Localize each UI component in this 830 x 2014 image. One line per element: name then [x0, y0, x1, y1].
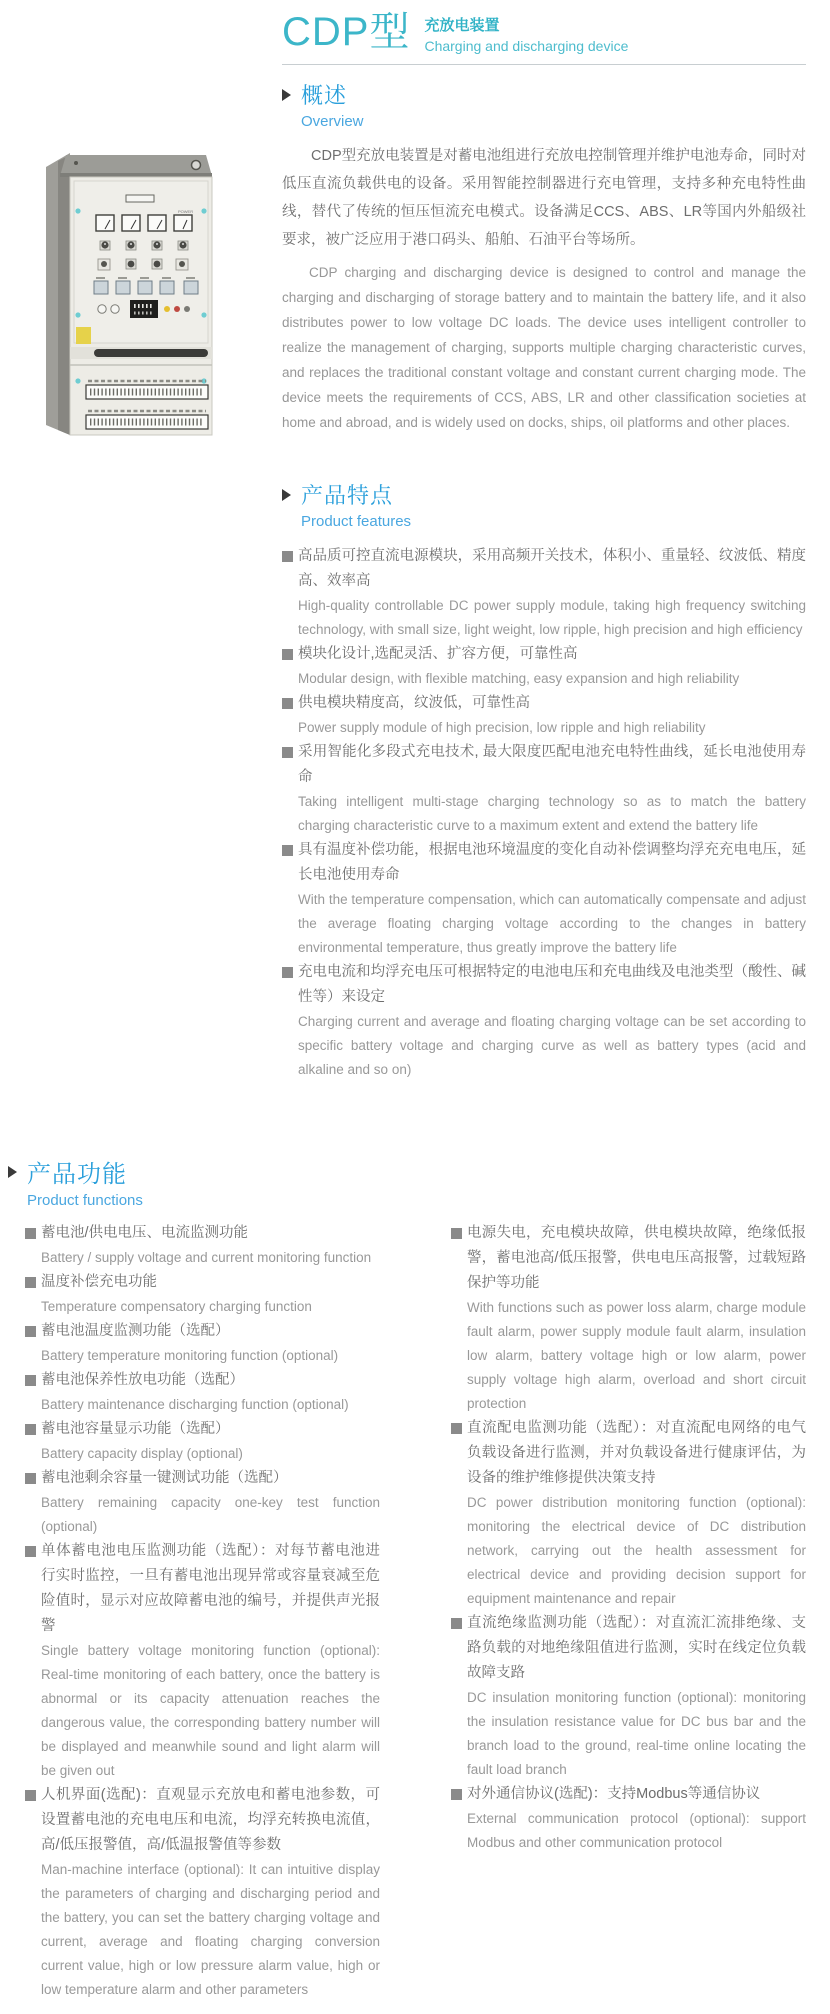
function-text-en: Battery temperature monitoring function (optional) — [41, 1348, 339, 1363]
functions-title-en: Product functions — [27, 1192, 143, 1209]
function-text-en: Single battery voltage monitoring function (optional): Real-time monitoring of each battery, once the battery is abnormal or its capacity attenuation reaches the dangerous value, the corresponding battery number will be displayed and meanwhile sound and light alarm will be given out — [41, 1643, 380, 1778]
feature-item — [282, 838, 806, 960]
square-bullet-icon — [25, 1473, 36, 1484]
square-bullet-icon — [25, 1326, 36, 1337]
power-label: POWER — [178, 209, 194, 214]
brand-header — [282, 10, 806, 54]
features-section — [282, 479, 806, 1082]
feature-text-zh: 高品质可控直流电源模块，采用高频开关技术，体积小、重量轻、纹波低、精度高、效率高 — [298, 548, 806, 589]
square-bullet-icon — [25, 1277, 36, 1288]
header-divider — [282, 64, 806, 65]
triangle-bullet-icon — [282, 89, 291, 101]
feature-text-en: High-quality controllable DC power supply module, taking high frequency switching technology, with small size, light weight, low ripple, high precision and high efficiency — [298, 598, 806, 637]
features-title-en: Product features — [301, 513, 412, 530]
cap-hole-left — [74, 161, 78, 165]
feature-text-zh: 充电电流和均浮充电压可根据特定的电池电压和充电曲线及电池类型（酸性、碱性等）来设定 — [298, 964, 806, 1005]
function-item — [25, 1270, 380, 1319]
charging-cabinet-illustration — [26, 103, 216, 441]
feature-text-en: Taking intelligent multi-stage charging technology so as to match the battery charging characteristic curve to a maximum extent and extend the battery life — [298, 794, 806, 833]
function-text-en: Battery / supply voltage and current monitoring function — [41, 1250, 372, 1265]
functions-left-list — [25, 1221, 380, 2002]
feature-text-zh: 具有温度补偿功能，根据电池环境温度的变化自动补偿调整均浮充充电电压，延长电池使用寿命 — [298, 842, 806, 883]
dip-switch-module — [130, 300, 158, 318]
product-photo — [26, 103, 216, 441]
overview-paragraph-en: CDP charging and discharging device is designed to control and manage the charging and discharging of storage battery and to maintain the battery life, and it also distributes power to low voltage DC loads. The device uses intelligent controller to realize the management of charging, supports multiple charging characteristic curves, and replaces the traditional constant voltage and constant current charging mode. The device meets the requirements of CCS, ABS, LR and other classification societies at home and abroad, and is widely used on docks, ships, oil platforms and other places. — [282, 265, 806, 430]
square-bullet-icon — [25, 1424, 36, 1435]
feature-item — [282, 740, 806, 838]
triangle-bullet-icon — [8, 1166, 17, 1178]
function-text-zh: 蓄电池保养性放电功能（选配） — [41, 1372, 244, 1388]
door-handle — [94, 349, 208, 357]
square-bullet-icon — [282, 649, 293, 660]
function-item — [25, 1417, 380, 1466]
triangle-bullet-icon — [282, 489, 291, 501]
main-column — [282, 0, 806, 1082]
functions-section — [8, 1154, 806, 2002]
function-text-en: DC insulation monitoring function (optional): monitoring the insulation resistance value for DC bus bar and the branch load to the ground, real-time online locating the fault load branch — [467, 1690, 806, 1777]
feature-text-en: Charging current and average and floating charging voltage can be set according to specific battery voltage and charging curve as well as battery types (acid and alkaline and so on) — [298, 1014, 806, 1077]
feature-text-zh: 采用智能化多段式充电技术, 最大限度匹配电池充电特性曲线，延长电池使用寿命 — [298, 744, 806, 785]
square-bullet-icon — [282, 747, 293, 758]
cap-hole-right — [192, 161, 201, 170]
square-bullet-icon — [25, 1375, 36, 1386]
function-text-en: With functions such as power loss alarm, charge module fault alarm, power supply module fault alarm, insulation low alarm, battery voltage high or low alarm, power supply voltage high alarm, overload and short circuit protection — [467, 1300, 806, 1411]
function-text-zh: 蓄电池/供电电压、电流监测功能 — [41, 1225, 249, 1241]
functions-right-list — [451, 1221, 806, 1855]
function-text-en: Battery capacity display (optional) — [41, 1446, 243, 1461]
feature-text-en: Modular design, with flexible matching, easy expansion and high reliability — [298, 671, 740, 686]
function-text-zh: 温度补偿充电功能 — [41, 1274, 157, 1290]
overview-paragraph-zh: CDP型充放电装置是对蓄电池组进行充放电控制管理并维护电池寿命，同时对低压直流负载供电的设备。采用智能控制器进行充电管理，支持多种充电特性曲线，替代了传统的恒压恒流充电模式。设备满足CCS、ABS、LR等国内外船级社要求，被广泛应用于港口码头、船舶、石油平台等场所。 — [282, 148, 806, 248]
subtitle-en: Charging and discharging device — [424, 38, 629, 54]
function-item — [25, 1368, 380, 1417]
feature-item — [282, 642, 806, 691]
function-item — [25, 1466, 380, 1539]
square-bullet-icon — [282, 845, 293, 856]
function-text-zh: 单体蓄电池电压监测功能（选配）：对每节蓄电池进行实时监控，一旦有蓄电池出现异常或容量衰减至危险值时，显示对应故障蓄电池的编号，并提供声光报警 — [41, 1543, 380, 1634]
overview-heading — [282, 79, 806, 110]
function-item — [451, 1416, 806, 1611]
overview-section — [282, 79, 806, 435]
feature-text-en: Power supply module of high precision, low ripple and high reliability — [298, 720, 706, 735]
square-bullet-icon — [451, 1789, 462, 1800]
cabinet-top-cap — [60, 155, 212, 176]
nameplate — [126, 195, 154, 202]
square-bullet-icon — [451, 1423, 462, 1434]
square-bullet-icon — [282, 967, 293, 978]
function-item — [25, 1539, 380, 1783]
function-item — [451, 1611, 806, 1782]
function-text-zh: 蓄电池剩余容量一键测试功能（选配） — [41, 1470, 288, 1486]
function-text-en: Battery remaining capacity one-key test function (optional) — [41, 1495, 380, 1534]
function-text-en: External communication protocol (optional): support Modbus and other communication protocol — [467, 1811, 806, 1850]
model-title: CDP型 — [282, 10, 411, 54]
feature-item — [282, 544, 806, 642]
functions-right-column — [451, 1221, 806, 2002]
subtitle-zh: 充放电装置 — [424, 17, 500, 34]
square-bullet-icon — [25, 1546, 36, 1557]
function-text-zh: 对外通信协议(选配)：支持Modbus等通信协议 — [467, 1786, 761, 1802]
brand-subtitle — [424, 14, 628, 54]
function-text-en: Battery maintenance discharging function (optional) — [41, 1397, 349, 1412]
feature-text-zh: 供电模块精度高，纹波低，可靠性高 — [298, 695, 530, 711]
function-text-zh: 直流配电监测功能（选配）：对直流配电网络的电气负载设备进行监测，并对负载设备进行健康评估，为设备的维护维修提供决策支持 — [467, 1420, 806, 1486]
function-item — [25, 1319, 380, 1368]
function-item — [451, 1782, 806, 1855]
feature-text-zh: 模块化设计,选配灵活、扩容方便，可靠性高 — [298, 646, 578, 662]
features-title-zh: 产品特点 — [301, 483, 394, 508]
function-text-en: Man-machine interface (optional): It can intuitive display the parameters of charging and discharging period and the battery, you can set the battery charging voltage and current, average and floating charging conversion current value, high or low pressure alarm value, high or low temperature alarm and other parameters — [41, 1862, 380, 1997]
square-bullet-icon — [25, 1790, 36, 1801]
function-text-zh: 蓄电池温度监测功能（选配） — [41, 1323, 230, 1339]
square-bullet-icon — [282, 698, 293, 709]
function-text-zh: 直流绝缘监测功能（选配）：对直流汇流排绝缘、支路负载的对地绝缘阻值进行监测，实时在线定位负载故障支路 — [467, 1615, 806, 1681]
functions-heading — [8, 1154, 806, 1189]
functions-title-zh: 产品功能 — [27, 1161, 127, 1188]
function-text-zh: 电源失电，充电模块故障，供电模块故障，绝缘低报警，蓄电池高/低压报警，供电电压高报警，过载短路保护等功能 — [467, 1225, 806, 1291]
overview-title-en: Overview — [301, 113, 364, 130]
cabinet-side-edge — [58, 155, 70, 435]
yellow-sticker — [76, 327, 91, 344]
function-text-en: DC power distribution monitoring function (optional): monitoring the electrical device of DC distribution network, carrying out the health assessment for electrical device and providing decision support for equipment maintenance and repair — [467, 1495, 806, 1606]
lamp-red — [174, 306, 180, 312]
function-item — [25, 1783, 380, 2002]
overview-title-zh: 概述 — [301, 83, 348, 108]
function-text-en: Temperature compensatory charging function — [41, 1299, 312, 1314]
feature-text-en: With the temperature compensation, which can automatically compensate and adjust the average floating charging voltage according to the changes in battery environmental temperature, thus greatly improve the battery life — [298, 892, 806, 955]
function-item — [451, 1221, 806, 1416]
cabinet-top-cap-edge — [60, 173, 212, 177]
square-bullet-icon — [451, 1618, 462, 1629]
function-text-zh: 蓄电池容量显示功能（选配） — [41, 1421, 230, 1437]
lamp-yellow — [164, 306, 170, 312]
feature-item — [282, 960, 806, 1082]
function-item — [25, 1221, 380, 1270]
square-bullet-icon — [25, 1228, 36, 1239]
features-heading — [282, 479, 806, 510]
square-bullet-icon — [282, 551, 293, 562]
features-list — [282, 544, 806, 1082]
functions-columns — [25, 1221, 806, 2002]
lamp-gray — [184, 306, 190, 312]
function-text-zh: 人机界面(选配)：直观显示充放电和蓄电池参数，可设置蓄电池的充电电压和电流，均浮充转换电流值，高/低压报警值，高/低温报警值等参数 — [41, 1787, 380, 1853]
feature-item — [282, 691, 806, 740]
functions-left-column — [25, 1221, 380, 2002]
square-bullet-icon — [451, 1228, 462, 1239]
